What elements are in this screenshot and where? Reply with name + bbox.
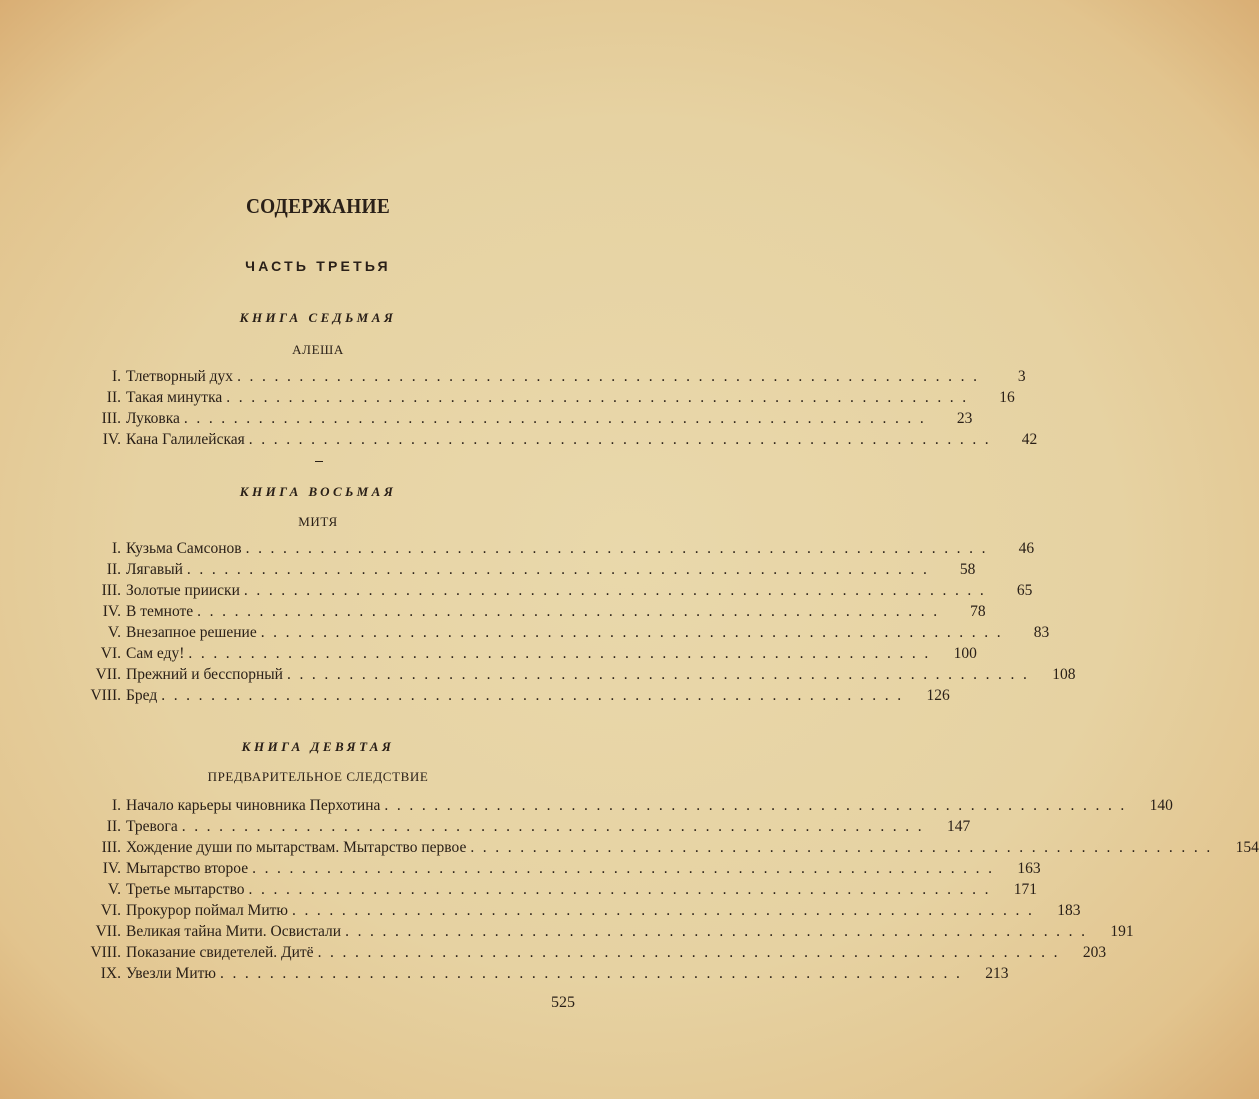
chapter-number: III.: [101, 582, 121, 599]
chapter-number: III.: [101, 410, 121, 427]
toc-entry: [60, 942, 1107, 963]
toc-entry: [60, 643, 977, 664]
chapter-title: Золотые прииски: [126, 582, 240, 599]
dot-leader: ............................................................: [188, 645, 937, 662]
chapter-title: Тлетворный дух: [126, 368, 234, 385]
dot-leader: ............................................................: [226, 389, 975, 406]
toc-entry: [60, 921, 1134, 942]
chapter-page: 213: [985, 965, 1009, 982]
chapter-page: 83: [1033, 624, 1050, 641]
chapter-number: IV.: [102, 860, 121, 877]
chapter-number: VIII.: [90, 687, 121, 704]
chapter-page: 191: [1110, 923, 1134, 940]
chapter-title: Внезапное решение: [126, 624, 257, 641]
chapter-page: 108: [1052, 666, 1076, 683]
chapter-page: 78: [970, 603, 986, 620]
chapter-page: 16: [999, 389, 1015, 406]
dot-leader: ............................................................: [291, 902, 1041, 919]
chapter-title: Бред: [126, 687, 158, 704]
book-heading: КНИГА СЕДЬМАЯ: [239, 310, 397, 325]
chapter-number: VIII.: [90, 944, 121, 961]
chapter-number: V.: [107, 624, 121, 641]
toc-entry: [60, 837, 1259, 858]
dot-leader: ............................................................: [317, 944, 1067, 961]
chapter-page: 163: [1017, 860, 1041, 877]
dot-leader: ............................................................: [219, 965, 969, 982]
chapter-list: [60, 795, 1259, 984]
dot-leader: ............................................................: [260, 624, 1010, 641]
chapter-title: Луковка: [126, 410, 180, 427]
chapter-number: IX.: [100, 965, 121, 982]
dot-leader: ............................................................: [248, 881, 998, 898]
toc-entry: [60, 622, 1050, 643]
book-subtitle: ПРЕДВАРИТЕЛЬНОЕ СЛЕДСТВИЕ: [207, 769, 429, 784]
chapter-title: Увезли Митю: [126, 965, 216, 982]
chapter-title: Кузьма Самсонов: [126, 540, 242, 557]
chapter-page: 23: [956, 410, 973, 427]
chapter-number: IV.: [102, 603, 121, 620]
dot-leader: ............................................................: [248, 431, 998, 448]
toc-entry: [60, 538, 1035, 559]
book-subtitle: АЛЕША: [292, 342, 344, 357]
toc-entry: [60, 795, 1173, 816]
chapter-title: Хождение души по мытарствам. Мытарство первое: [126, 839, 467, 856]
chapter-number: III.: [101, 839, 121, 856]
page-number: 525: [551, 994, 575, 1011]
chapter-title: Великая тайна Мити. Освистали: [126, 923, 342, 940]
chapter-title: Показание свидетелей. Дитё: [126, 944, 314, 961]
part-heading: ЧАСТЬ ТРЕТЬЯ: [245, 258, 391, 274]
chapter-title: Третье мытарство: [126, 881, 245, 898]
chapter-title: Сам еду!: [126, 645, 185, 662]
chapter-list: [60, 538, 1076, 706]
chapter-title: Прежний и бесспорный: [126, 666, 283, 683]
chapter-number: I.: [111, 540, 121, 557]
chapter-page: 65: [1016, 582, 1033, 599]
toc-entry: [60, 366, 1026, 387]
chapter-title: Такая минутка: [126, 389, 223, 406]
chapter-page: 100: [953, 645, 977, 662]
toc-entry: [60, 559, 976, 580]
book-heading: КНИГА ВОСЬМАЯ: [239, 484, 397, 499]
dot-leader: ............................................................: [181, 818, 931, 835]
chapter-number: I.: [111, 797, 121, 814]
toc-entry: [60, 429, 1038, 450]
chapter-title: Мытарство второе: [126, 860, 249, 877]
chapter-page: 126: [926, 687, 950, 704]
toc-entry: [60, 601, 986, 622]
chapter-number: VII.: [95, 923, 121, 940]
chapter-number: IV.: [102, 431, 121, 448]
toc-entry: [60, 816, 971, 837]
dot-leader: ............................................................: [384, 797, 1133, 814]
chapter-list: [60, 366, 1038, 450]
chapter-title: Начало карьеры чиновника Перхотина: [126, 797, 381, 814]
chapter-page: 140: [1149, 797, 1173, 814]
toc-entry: [60, 963, 1009, 984]
toc-entry: [60, 900, 1081, 921]
chapter-number: I.: [111, 368, 121, 385]
dot-leader: ............................................................: [245, 540, 995, 557]
toc-entry: [60, 858, 1041, 879]
chapter-number: II.: [106, 818, 121, 835]
dot-leader: ............................................................: [252, 860, 1001, 877]
chapter-number: VI.: [100, 645, 121, 662]
chapter-page: 203: [1082, 944, 1107, 961]
book-subtitle: МИТЯ: [298, 514, 338, 529]
chapter-page: 3: [1017, 368, 1026, 385]
dot-leader: ............................................................: [470, 839, 1219, 856]
chapter-number: VI.: [100, 902, 121, 919]
dot-leader: ............................................................: [243, 582, 993, 599]
dot-leader: ............................................................: [237, 368, 986, 385]
chapter-page: 183: [1057, 902, 1081, 919]
toc-entry: [60, 387, 1015, 408]
chapter-title: Тревога: [126, 818, 178, 835]
chapter-title: Лягавый: [126, 561, 183, 578]
chapter-page: 147: [946, 818, 971, 835]
toc-entry: [60, 664, 1076, 685]
dot-leader: ............................................................: [286, 666, 1036, 683]
chapter-page: 46: [1018, 540, 1035, 557]
section-divider: [315, 461, 323, 462]
chapter-number: II.: [106, 389, 121, 406]
toc-entry: [60, 580, 1033, 601]
chapter-number: II.: [106, 561, 121, 578]
toc-entry: [60, 408, 973, 429]
chapter-number: VII.: [95, 666, 121, 683]
dot-leader: ............................................................: [161, 687, 910, 704]
chapter-page: 58: [959, 561, 976, 578]
chapter-page: 171: [1013, 881, 1038, 898]
chapter-title: Кана Галилейская: [126, 431, 245, 448]
toc-entry: [60, 879, 1038, 900]
dot-leader: ............................................................: [197, 603, 946, 620]
chapter-page: 154: [1235, 839, 1259, 856]
dot-leader: ............................................................: [186, 561, 936, 578]
dot-leader: ............................................................: [183, 410, 933, 427]
toc-entry: [60, 685, 950, 706]
chapter-title: В темноте: [126, 603, 194, 620]
dot-leader: ............................................................: [345, 923, 1094, 940]
chapter-page: 42: [1021, 431, 1038, 448]
book-heading: КНИГА ДЕВЯТАЯ: [241, 739, 395, 754]
page-title: СОДЕРЖАНИЕ: [245, 194, 391, 218]
chapter-title: Прокурор поймал Митю: [126, 902, 288, 919]
chapter-number: V.: [107, 881, 121, 898]
